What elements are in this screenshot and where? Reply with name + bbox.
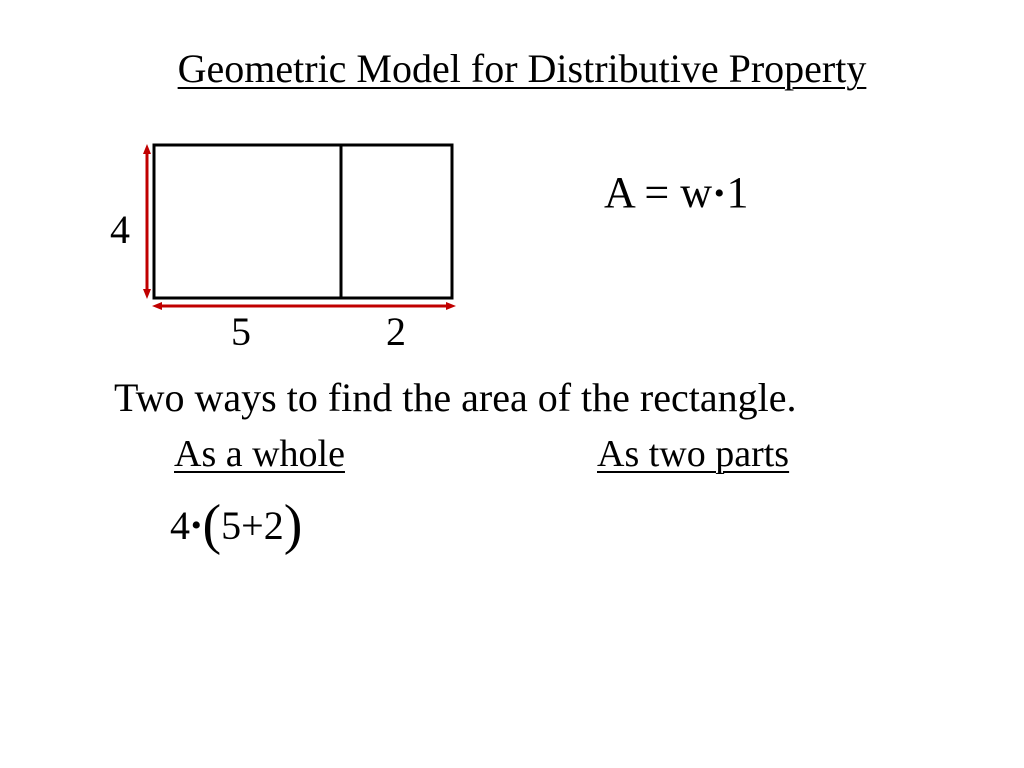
page-title: Geometric Model for Distributive Property — [177, 46, 867, 91]
formula-area-symbol: A — [604, 168, 634, 217]
formula-length-symbol: 1 — [726, 168, 749, 217]
formula-width-symbol: w — [680, 168, 712, 217]
expr-plus: + — [241, 503, 264, 548]
right-width-label: 2 — [386, 309, 406, 354]
intro-text: Two ways to find the area of the rectangle. — [114, 375, 797, 420]
formula-equals: = — [644, 168, 670, 217]
expr-open-paren: ( — [202, 494, 222, 556]
parts-heading: As two parts — [597, 433, 790, 475]
whole-heading: As a whole — [174, 433, 345, 475]
whole-expression — [170, 494, 303, 556]
formula-dot: • — [713, 177, 725, 210]
expr-term-b: 2 — [263, 503, 284, 548]
height-label: 4 — [110, 207, 130, 252]
outer-rectangle — [154, 145, 452, 298]
expr-close-paren: ) — [283, 494, 303, 556]
expr-factor: 4 — [170, 503, 190, 548]
expr-dot: • — [191, 509, 202, 542]
expr-term-a: 5 — [221, 503, 242, 548]
left-width-label: 5 — [231, 309, 251, 354]
area-formula — [604, 168, 748, 219]
